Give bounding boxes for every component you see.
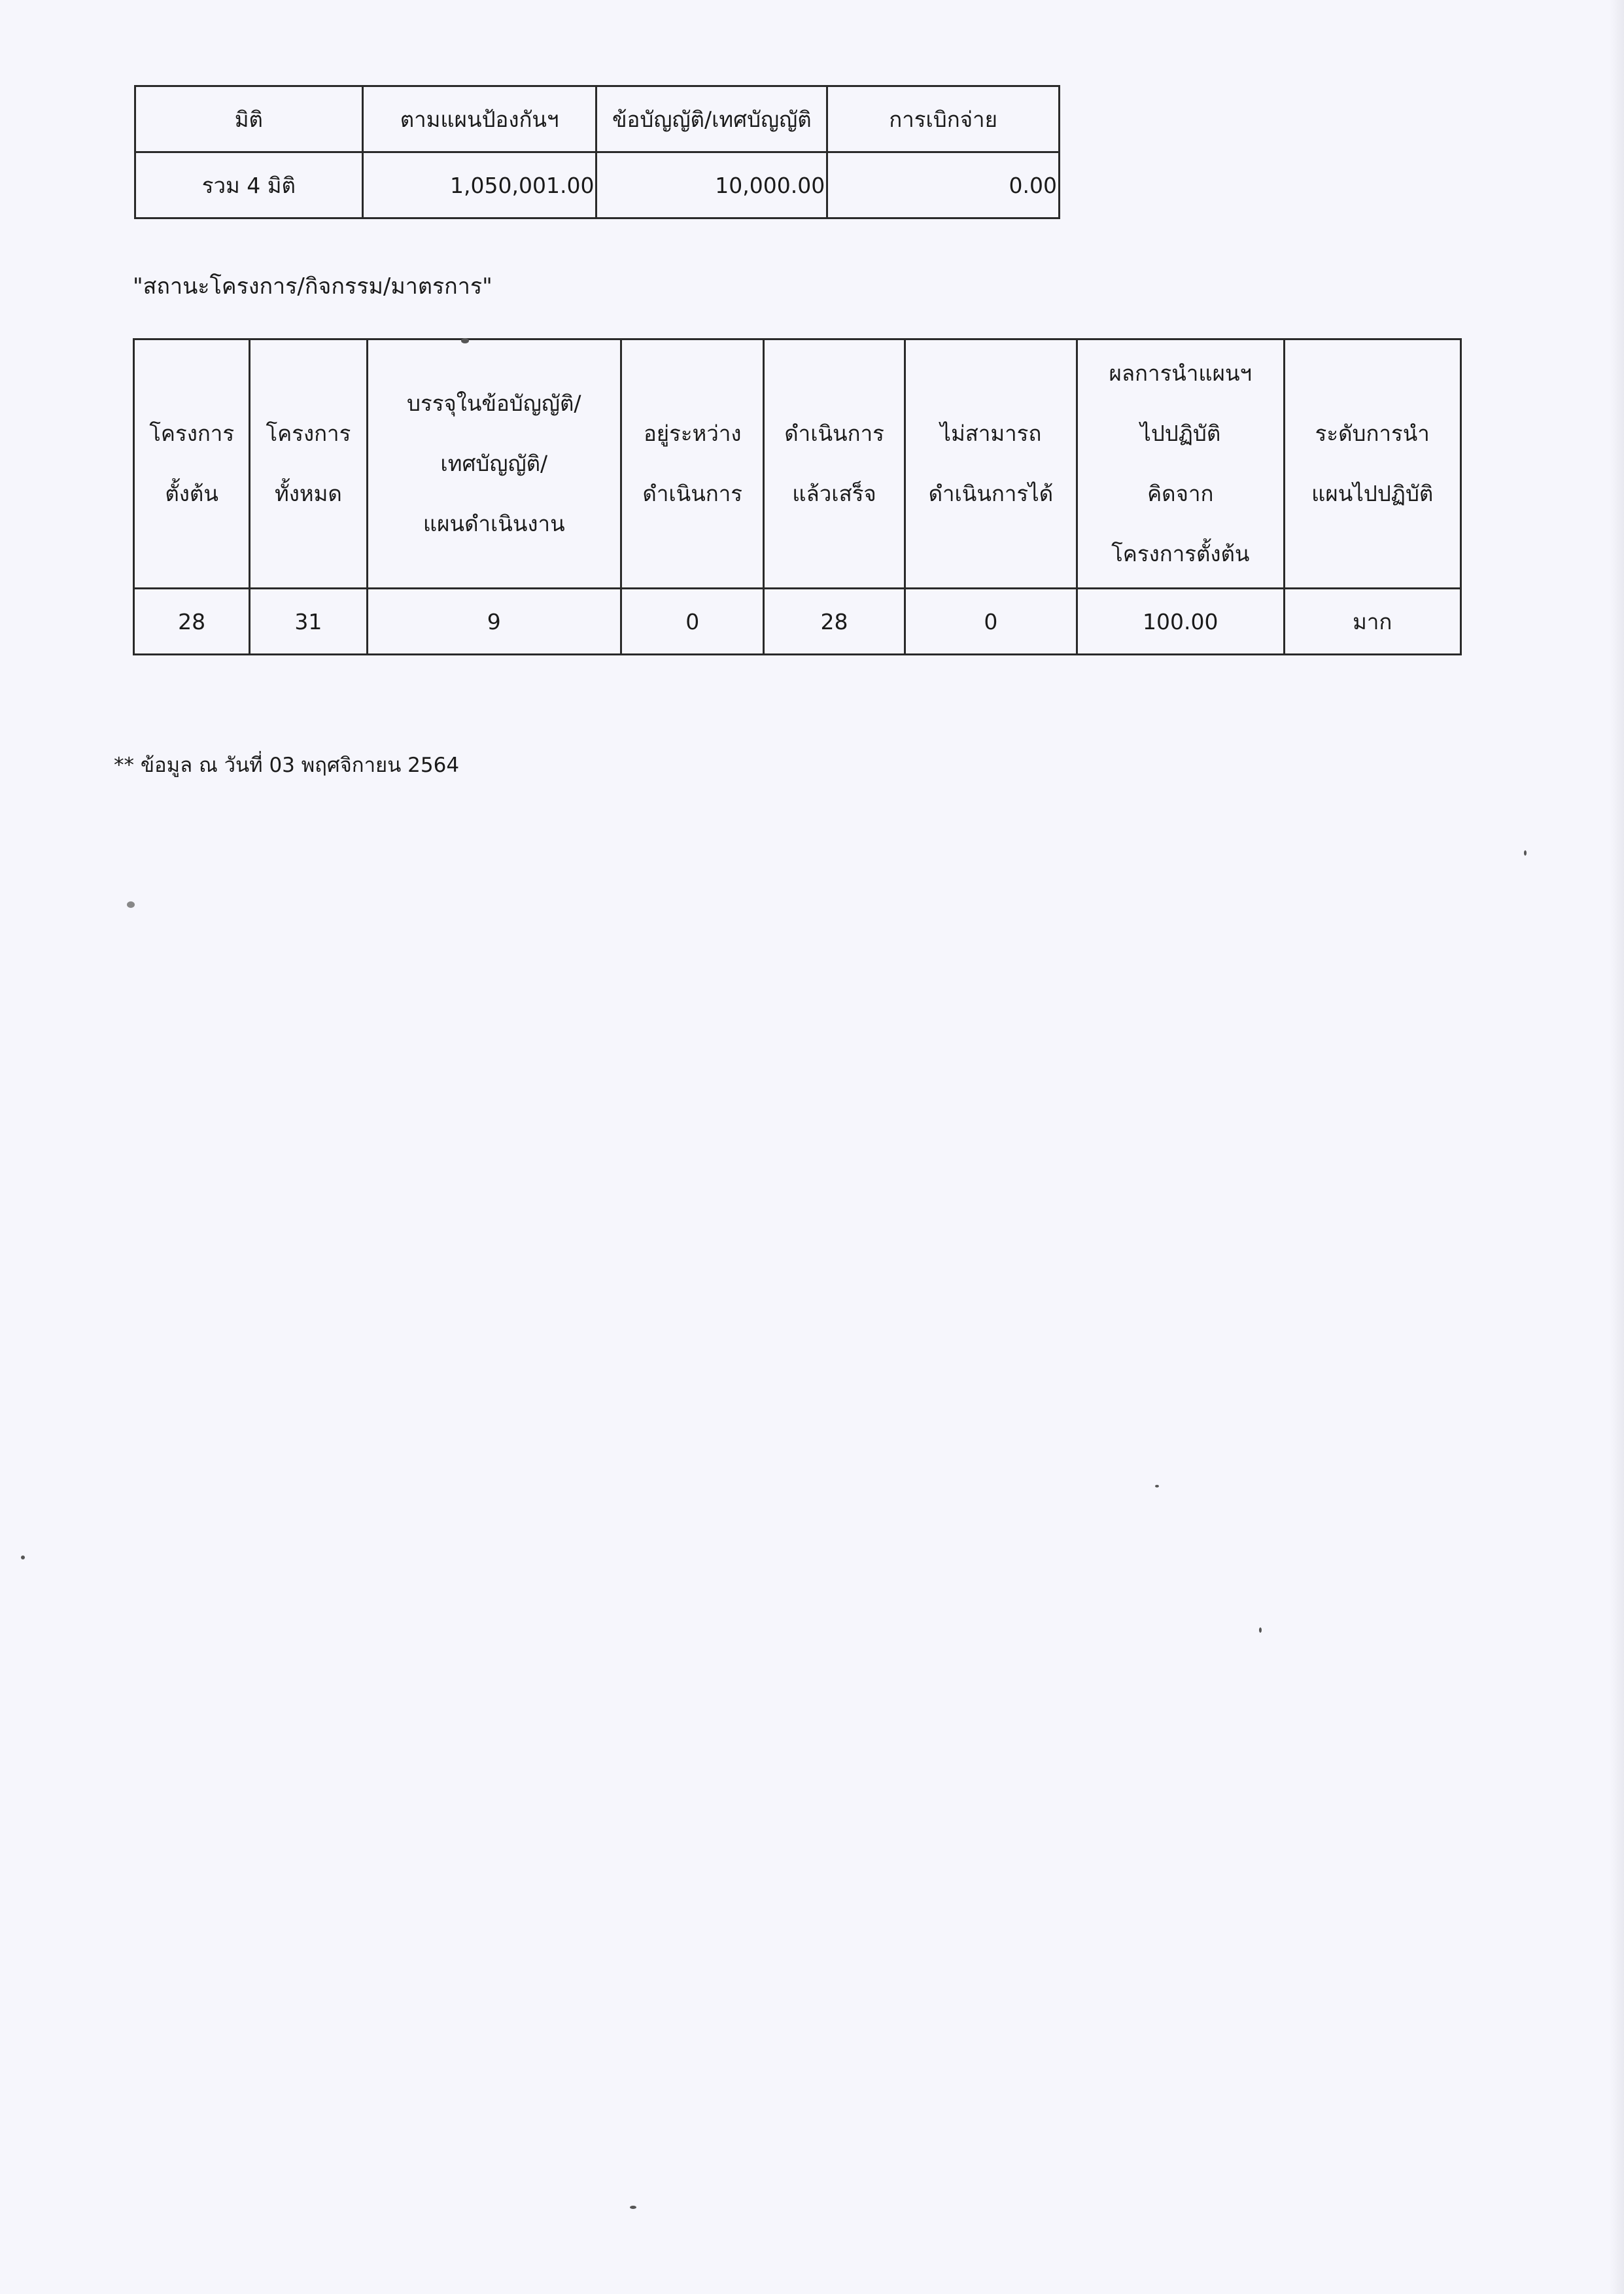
value-cannot-proceed: 0 [905, 589, 1077, 655]
project-status-table [133, 338, 1462, 655]
header-implementation-result: ผลการนำแผนฯ ไปปฏิบัติ คิดจาก โครงการตั้งต้น [1077, 339, 1284, 589]
status-header-row [134, 339, 1461, 589]
scan-speck [630, 2206, 636, 2209]
value-implementation-level: มาก [1284, 589, 1460, 655]
section-title: "สถานะโครงการ/กิจกรรม/มาตรการ" [133, 273, 492, 300]
header-dimension: มิติ [135, 86, 363, 152]
header-prevention-plan: ตามแผนป้องกันฯ [362, 86, 596, 152]
scan-speck [1259, 1627, 1262, 1633]
total-plan-value: 1,050,001.00 [362, 152, 596, 218]
header-total-projects: โครงการ ทั้งหมด [250, 339, 367, 589]
header-initial-projects: โครงการ ตั้งต้น [134, 339, 250, 589]
page-edge-shadow [1610, 0, 1624, 2294]
header-cannot-proceed: ไม่สามารถ ดำเนินการได้ [905, 339, 1077, 589]
budget-header-row [135, 86, 1060, 152]
status-value-row [134, 589, 1461, 655]
header-implementation-level: ระดับการนำ แผนไปปฏิบัติ [1284, 339, 1460, 589]
value-completed: 28 [764, 589, 905, 655]
value-included-in-ordinance: 9 [367, 589, 621, 655]
header-included-in-ordinance: บรรจุในข้อบัญญัติ/ เทศบัญญัติ/ แผนดำเนินงาน [367, 339, 621, 589]
scan-speck [21, 1555, 25, 1559]
scan-speck [1155, 1485, 1159, 1487]
total-ordinance-value: 10,000.00 [596, 152, 827, 218]
value-total-projects: 31 [250, 589, 367, 655]
total-label: รวม 4 มิติ [135, 152, 363, 218]
data-date-footnote: ** ข้อมูล ณ วันที่ 03 พฤศจิกายน 2564 [114, 754, 460, 777]
total-disbursement-value: 0.00 [827, 152, 1060, 218]
value-implementation-result: 100.00 [1077, 589, 1284, 655]
budget-total-row [135, 152, 1060, 218]
header-disbursement: การเบิกจ่าย [827, 86, 1060, 152]
header-in-progress: อยู่ระหว่าง ดำเนินการ [621, 339, 764, 589]
value-initial-projects: 28 [134, 589, 250, 655]
value-in-progress: 0 [621, 589, 764, 655]
scan-speck [127, 901, 135, 908]
header-completed: ดำเนินการ แล้วเสร็จ [764, 339, 905, 589]
budget-summary-table [134, 85, 1060, 219]
header-ordinance: ข้อบัญญัติ/เทศบัญญัติ [596, 86, 827, 152]
scan-speck [461, 338, 469, 343]
scan-speck [1524, 850, 1527, 856]
